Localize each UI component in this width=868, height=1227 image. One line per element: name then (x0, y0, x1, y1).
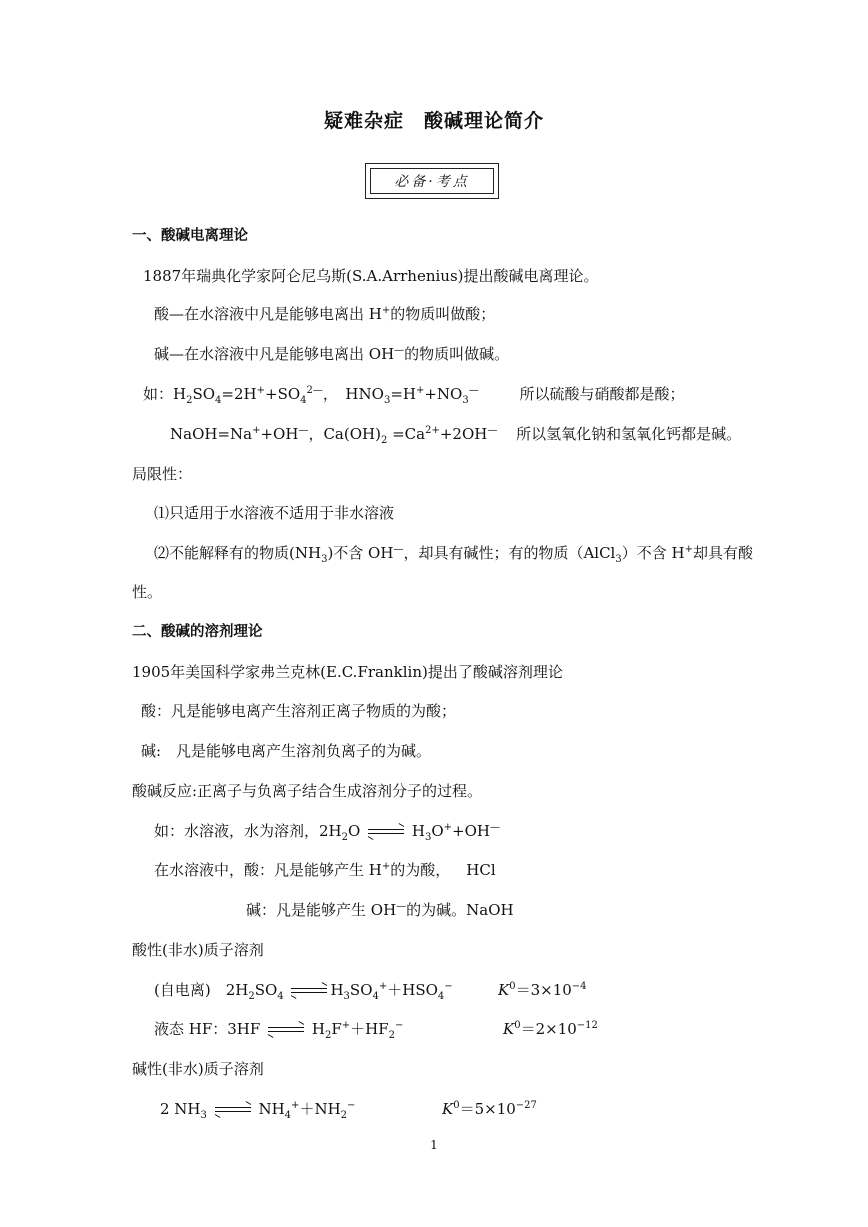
basic-solvent-heading: 碱性(非水)质子溶剂 (132, 1060, 264, 1078)
limitation-heading: 局限性： (132, 465, 193, 483)
limit2-part-d: ）不含 H (621, 544, 685, 562)
equilibrium-arrow-icon (268, 1024, 304, 1036)
badge-frame (365, 163, 499, 199)
acids-conclusion: 所以硫酸与硝酸都是酸； (519, 385, 685, 403)
water-acid-a: 在水溶液中，酸：凡是能够产生 H (154, 861, 382, 879)
section1-intro: 1887年瑞典化学家阿仑尼乌斯(S.A.Arrhenius)提出酸碱电离理论。 (143, 267, 599, 285)
limit2-part-c: ，却具有碱性；有的物质（AlCl (403, 544, 616, 562)
base-definition: 碱—在水溶液中凡是能够电离出 OH—的物质叫做碱。 (154, 345, 510, 363)
acid-def-b: 的物质叫做酸； (390, 305, 496, 323)
limitation-1: ⑴只适用于水溶液不适用于非水溶液 (154, 504, 395, 522)
h2so4-self-ionization: (自电离) $2H_2SO_4$ $H_3SO_4^++HSO_4^-$ (154, 981, 453, 1002)
equation-naoh: NaOH=Na++OH—，$Ca(OH)_2 =Ca^{2+}+2OH^—$ (170, 425, 498, 446)
water-example: 如：水溶液，水为溶剂，$2H_2O$ $H_3O^++OH^—$ (154, 822, 500, 843)
k-nh3: $K^0=5\times 10^{-27}$ (442, 1100, 537, 1118)
title-part2: 酸碱理论简介 (424, 110, 545, 132)
example-acids (143, 384, 685, 404)
acid-def-a: 酸—在水溶液中凡是能够电离出 H (154, 305, 382, 323)
k-hf: $K^0=2\times 10^{-12}$ (503, 1020, 598, 1038)
k-h2so4: $K^0=3\times 10^{-4}$ (498, 981, 587, 999)
reaction-definition: 酸碱反应:正离子与负离子结合生成溶剂分子的过程。 (132, 782, 483, 800)
limit2-part-e: 却具有酸 (692, 544, 753, 562)
solvent-base-definition: 碱: 凡是能够电离产生溶剂负离子的为碱。 (141, 742, 432, 760)
acidic-solvent-heading: 酸性(非水)质子溶剂 (132, 941, 264, 959)
equilibrium-arrow-icon (291, 985, 327, 997)
section2-intro: 1905年美国科学家弗兰克林(E.C.Franklin)提出了酸碱溶剂理论 (132, 663, 563, 681)
acid-definition: 酸—在水溶液中凡是能够电离出 H+的物质叫做酸； (154, 305, 496, 323)
solvent-acid-definition: 酸：凡是能够电离产生溶剂正离子物质的为酸； (141, 702, 457, 720)
hf-self-ionization: 液态 HF：3HF $H_2F^++HF_2^-$ (154, 1020, 404, 1041)
section1-heading: 一、酸碱电离理论 (132, 228, 248, 244)
water-acid: 在水溶液中，酸：凡是能够产生 H+的为酸， HCl (154, 861, 496, 879)
water-base-a: 碱：凡是能够产生 OH (246, 901, 397, 919)
limit2-part-b: )不含 OH (327, 544, 394, 562)
page-title (0, 106, 868, 133)
limitation-2: ⑵不能解释有的物质$(NH_3)$不含 OH—，却具有碱性；有的物质（AlCl$_3$）不含 H+却具有酸 (154, 544, 753, 565)
water-ex-label: 如：水溶液，水为溶剂，2H (154, 822, 342, 840)
base-def-a: 碱—在水溶液中凡是能够电离出 OH (154, 345, 395, 363)
equilibrium-arrow-icon (215, 1104, 251, 1116)
hf-label: 液态 HF：3HF (154, 1020, 261, 1038)
example-bases (170, 424, 741, 444)
nh3-self-ionization: 2 $NH_3$ $NH_4^++NH_2^-$ (160, 1100, 356, 1121)
bases-conclusion: 所以氢氧化钠和氢氧化钙都是碱。 (516, 425, 742, 443)
limitation-2-continued: 性。 (132, 583, 163, 601)
equation-h2so4: 如：$H_2SO_4=2H^++SO_4^{2—}$， $HNO_3=H^++NO_3^—$ (143, 385, 479, 406)
base-def-b: 的物质叫做碱。 (404, 345, 510, 363)
self-ion-label: (自电离) (154, 981, 211, 999)
water-base: 碱：凡是能够产生 OH—的为碱。NaOH (246, 901, 514, 919)
section2-heading: 二、酸碱的溶剂理论 (132, 624, 263, 640)
badge-label: 必备·考点 (370, 168, 494, 194)
limit2-part-a: ⑵不能解释有的物质(NH (154, 544, 322, 562)
water-acid-b: 的为酸， (390, 861, 451, 879)
water-acid-example: HCl (466, 861, 496, 879)
page-number: 1 (430, 1138, 438, 1152)
equilibrium-arrow-icon (368, 826, 404, 838)
title-part1: 疑难杂症 (323, 110, 404, 132)
water-base-b: 的为碱。NaOH (406, 901, 514, 919)
